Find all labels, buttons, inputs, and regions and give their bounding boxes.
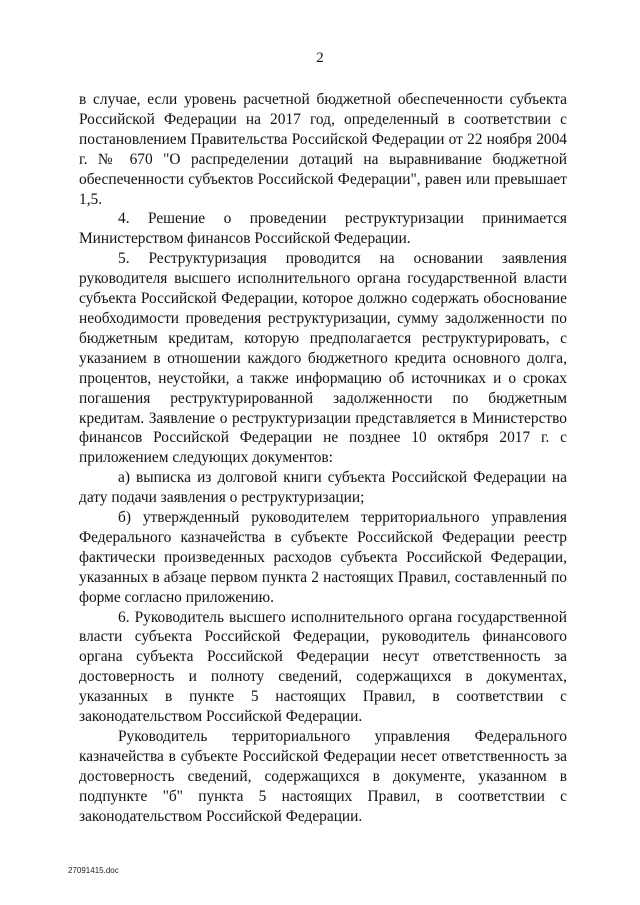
- document-body: [79, 90, 567, 827]
- paragraph-subitem-a: а) выписка из долговой книги субъекта Российской Федерации на дату подачи заявления о реструктуризации;: [79, 469, 567, 507]
- paragraph-item-5: 5. Реструктуризация проводится на основании заявления руководителя высшего исполнительного органа государственной власти субъекта Российской Федерации, которое должно содержать обоснование необходимости проведения реструктуризации, сумму задолженности по бюджетным кредитам, которую предполагается реструктурировать, с указанием в отношении каждого бюджетного кредита основного долга, процентов, неустойки, а также информацию об источниках и о сроках погашения реструктурированной задолженности по бюджетным кредитам. Заявление о реструктуризации представляется в Министерство финансов Российской Федерации не позднее 10 октября 2017 г. с приложением следующих документов:: [79, 250, 567, 467]
- paragraph-subitem-b: б) утвержденный руководителем территориального управления Федерального казначейства в субъекте Российской Федерации реестр фактически произведенных расходов субъекта Российской Федерации, указанных в абзаце первом пункта 2 настоящих Правил, составленный по форме согласно приложению.: [79, 509, 567, 606]
- file-name-footer: 27091415.doc: [68, 866, 119, 875]
- paragraph-treasury-responsibility: Руководитель территориального управления Федерального казначейства в субъекте Российской Федерации несет ответственность за достоверность сведений, содержащихся в документе, указанном в подпункте "б" пункта 5 настоящих Правил, в соответствии с законодательством Российской Федерации.: [79, 728, 567, 825]
- page-number: 2: [316, 50, 324, 66]
- paragraph-item-4: 4. Решение о проведении реструктуризации принимается Министерством финансов Российской Федерации.: [79, 210, 567, 248]
- paragraph-continuation: в случае, если уровень расчетной бюджетной обеспеченности субъекта Российской Федерации на 2017 год, определенный в соответствии с постановлением Правительства Российской Федерации от 22 ноября 2004 г. № 670 "О распределении дотаций на выравнивание бюджетной обеспеченности субъектов Российской Федерации", равен или превышает 1,5.: [79, 91, 567, 208]
- paragraph-item-6: 6. Руководитель высшего исполнительного органа государственной власти субъекта Российской Федерации, руководитель финансового органа субъекта Российской Федерации несут ответственность за достоверность и полноту сведений, содержащихся в документах, указанных в пункте 5 настоящих Правил, в соответствии с законодательством Российской Федерации.: [79, 608, 567, 726]
